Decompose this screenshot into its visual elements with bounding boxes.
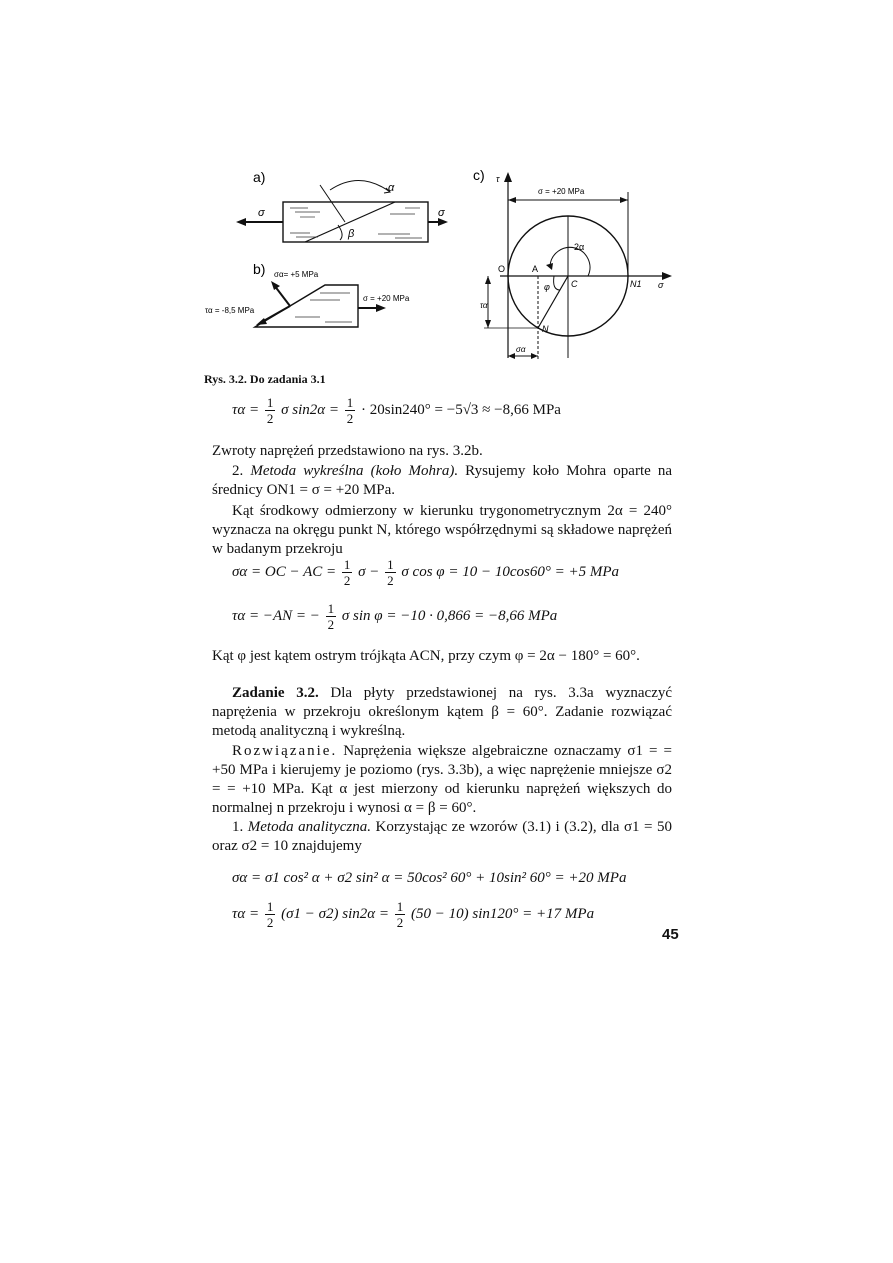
sol-title: Rozwiązanie. [232, 743, 338, 759]
plate-b [255, 285, 358, 327]
f2-mid: σ − [358, 563, 380, 580]
c-sigma-axis: σ [658, 280, 664, 290]
p5-num: 1. [232, 819, 244, 835]
c-O: O [498, 264, 506, 274]
label-b: b) [253, 261, 266, 277]
c-tau-axis: τ [496, 174, 500, 184]
formula-tau-alpha-1 [232, 396, 561, 425]
sol-text: Naprężenia większe algebraiczne oznaczamy σ1 = = +50 MPa i kierujemy je poziomo (rys. 3.3b), a więc naprężenie mniejsze σ2 = = +10 MPa. Kąt α jest mierzony od kierunku naprężeń większych do normalnej n przekroju i wynosi α = β = 60°. [212, 743, 672, 816]
f5-rhs: (50 − 10) sin120° = +17 MPa [411, 905, 595, 922]
f5-mid: (σ1 − σ2) sin2α = [281, 905, 390, 922]
f2-half-b: $\frac{1}{2}$ [387, 557, 394, 588]
f3-half: $\frac{1}{2}$ [327, 601, 335, 632]
figure-caption: Rys. 3.2. Do zadania 3.1 [204, 372, 326, 386]
f2-lhs: σα = OC − AC = [232, 563, 337, 580]
p2-italic: Metoda wykreślna (koło Mohra). [250, 463, 459, 479]
label-c: c) [473, 167, 485, 183]
task-text: Dla płyty przedstawionej na rys. 3.3a wyznaczyć naprężenia w przekroju określonym kątem β = 60°. Zadanie rozwiązać metodą analityczną i wykreślną. [212, 685, 673, 739]
p5-rest: Korzystając ze wzorów (3.1) i (3.2), dla σ1 = 50 oraz σ2 = 10 znajdujemy [212, 819, 672, 854]
f3-rhs: σ sin φ = −10 · 0,866 = −8,66 MPa [341, 607, 558, 624]
f1-mid1: σ sin2α = [281, 401, 340, 418]
task-title: Zadanie 3.2. [232, 685, 319, 701]
b-sigma-alpha: σα= +5 MPa [274, 270, 319, 279]
normal-a [320, 185, 345, 222]
phi-arc [554, 276, 560, 290]
task-3-2 [212, 684, 672, 741]
c-sigma-dim: σ = +20 MPa [538, 187, 585, 196]
f5-half-a: $\frac{1}{2}$ [266, 899, 274, 930]
radius-cn [538, 276, 568, 328]
f1-half-a: $\frac{1}{2}$ [266, 395, 274, 426]
c-sigma-alpha: σα [516, 345, 526, 354]
a-sigma-right: σ [438, 207, 445, 219]
solution [212, 742, 672, 818]
figure-svg [200, 160, 690, 375]
f1-lhs: τα = [232, 401, 260, 418]
b-tau-alpha: τα = -8,5 MPa [205, 306, 255, 315]
paragraph-4: Kąt φ jest kątem ostrym trójkąta ACN, przy czym φ = 2α − 180° = 60°. [212, 648, 640, 664]
paragraph-3: Kąt środkowy odmierzony w kierunku trygonometrycznym 2α = 240° wyznacza na okręgu punkt N, którego współrzędnymi są składowe naprężeń w badanym przekroju [212, 503, 672, 557]
page-number: 45 [662, 926, 679, 943]
c-phi: φ [544, 282, 550, 292]
f5-half-b: $\frac{1}{2}$ [396, 899, 404, 930]
formula-tau-alpha-2 [232, 602, 557, 631]
p5-italic: Metoda analityczna. [247, 819, 371, 835]
a-sigma-left: σ [258, 207, 265, 219]
f2-rhs: σ cos φ = 10 − 10cos60° = +5 MPa [401, 563, 619, 580]
alpha-arc [330, 180, 390, 192]
paragraph-2 [212, 462, 672, 500]
b-sigma: σ = +20 MPa [363, 294, 410, 303]
f1-mid2: · 20sin240° = −5√3 ≈ −8,66 MPa [361, 401, 561, 418]
f5-lhs: τα = [232, 905, 260, 922]
formula-sigma-alpha-2: σα = σ1 cos² α + σ2 sin² α = 50cos² 60° + 10sin² 60° = +20 MPa [232, 870, 627, 886]
a-alpha: α [388, 182, 395, 194]
f2-half-a: $\frac{1}{2}$ [343, 557, 351, 588]
p2-num: 2. [232, 463, 244, 479]
c-N: N [542, 324, 549, 334]
paragraph-1: Zwroty naprężeń przedstawiono na rys. 3.2b. [212, 443, 483, 459]
c-N1: N1 [630, 279, 642, 289]
f3-lhs: τα = −AN = − [232, 607, 320, 624]
p2-rest: Rysujemy koło Mohra oparte na średnicy ON1 = σ = +20 MPa. [212, 463, 673, 498]
a-beta: β [348, 228, 355, 240]
c-A: A [532, 264, 539, 274]
c-C: C [571, 279, 578, 289]
figure-3-2 [200, 160, 690, 375]
c-two-alpha: 2α [574, 242, 585, 252]
c-tau-alpha: τα [480, 301, 488, 310]
label-a: a) [253, 169, 266, 185]
f1-half-b: $\frac{1}{2}$ [346, 395, 354, 426]
formula-tau-alpha-3 [232, 900, 594, 929]
paragraph-5 [212, 818, 672, 856]
formula-sigma-alpha [232, 558, 619, 587]
